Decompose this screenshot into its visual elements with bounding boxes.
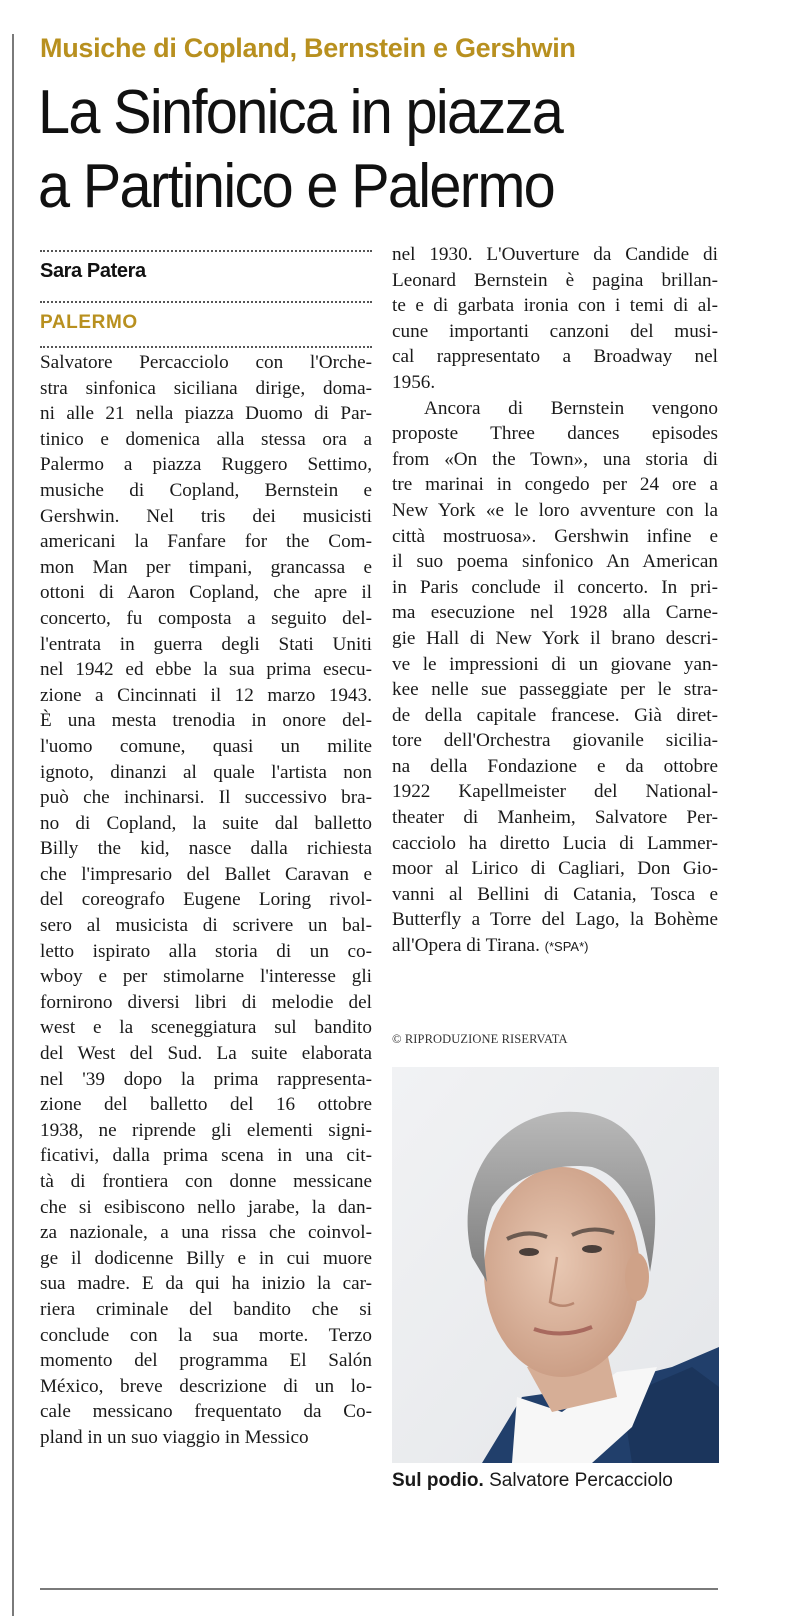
text-line [392,754,718,780]
text-line [392,779,718,805]
text-line [40,529,372,555]
text-line [40,862,372,888]
text-line [40,401,372,427]
text-line-content: che si esibiscono nello jarabe, la dan- [40,1196,372,1218]
kicker: Musiche di Copland, Bernstein e Gershwin [40,33,576,63]
dotted-divider [40,346,372,348]
text-line [40,1297,372,1323]
text-line-content: Billy the kid, nasce dalla richiesta [40,838,372,860]
text-line-content: riera criminale del bandito che si [40,1298,372,1320]
text-line-content: no di Copland, la suite dal balletto [40,812,372,834]
text-line [40,760,372,786]
text-line [40,1067,372,1093]
text-line [40,1323,372,1349]
text-line-content: sua madre. E da qui ha inizio la car- [40,1273,372,1295]
text-line-content: Ancora di Bernstein vengono [424,397,718,419]
headline [38,76,726,224]
text-line-content: ottoni di Aaron Copland, che apre il [40,582,372,604]
text-line-content: west e la sceneggiatura sul bandito [40,1017,372,1039]
text-line-content: wboy e per stimolarne l'interesse gli [40,966,372,988]
text-line [392,856,718,882]
text-line [392,882,718,908]
body-column-right [392,242,718,959]
text-line-content: ve le impressioni di un giovane yan- [392,653,718,675]
text-line [40,836,372,862]
text-line-content: moor al Lirico di Cagliari, Don Gio- [392,858,718,880]
text-line-content: 1922 Kapellmeister del National- [392,781,718,803]
text-line [40,580,372,606]
text-line [392,549,718,575]
text-line [40,657,372,683]
author-signature: (*SPA*) [544,939,589,955]
text-line [40,1092,372,1118]
text-line [40,350,372,376]
text-line-content: zione a Cincinnati il 12 marzo 1943. [40,684,372,706]
text-line-content: te e di garbata ironia con i temi di al- [392,295,718,317]
text-line-content: cacciolo ha diretto Lucia di Lammer- [392,832,718,854]
text-line [40,376,372,402]
dotted-divider [40,301,372,303]
text-line [392,344,718,370]
dotted-divider [40,250,372,252]
body-column-left [40,350,372,1451]
text-line-content: tre marinai in congedo per 24 ore a [392,474,718,496]
text-line [392,242,718,268]
text-line [392,370,718,396]
text-line [40,1374,372,1400]
text-line-content: conclude con la sua morte. Terzo [40,1324,372,1346]
portrait-illustration-icon [392,1067,719,1463]
text-line-content: mon Man per timpani, grancassa e [40,556,372,578]
text-line-content: può che inchinarsi. Il successivo bra- [40,787,372,809]
text-line [392,293,718,319]
dateline: PALERMO [40,312,138,333]
text-line [392,907,718,933]
text-line [392,421,718,447]
caption-text: Salvatore Percacciolo [483,1470,673,1491]
text-line [392,319,718,345]
text-line [40,1271,372,1297]
text-line [40,1246,372,1272]
text-line-content: tore dell'Orchestra giovanile sicilia- [392,730,718,752]
text-line-content: musiche di Copland, Bernstein e [40,479,372,501]
headline-line-1: La Sinfonica in piazza [38,78,563,147]
text-line [392,268,718,294]
text-line-content: proposte Three dances episodes [392,423,718,445]
text-line-content: che l'impresario del Ballet Caravan e [40,863,372,885]
text-line-content: theater di Manheim, Salvatore Per- [392,807,718,829]
caption-label: Sul podio. [392,1470,484,1491]
text-line [40,887,372,913]
text-line-content: del West del Sud. La suite elaborata [40,1043,372,1065]
text-line-content: ficativi, dalla prima scena in una cit- [40,1145,372,1167]
text-line [40,1348,372,1374]
text-line [40,913,372,939]
text-line [40,555,372,581]
text-line-content: za nazionale, a una rissa che coinvol- [40,1222,372,1244]
text-line [40,1425,372,1451]
text-line-content: concerto, fu composta a seguito del- [40,607,372,629]
text-line-content: Gershwin. Nel tris dei musicisti [40,505,372,527]
text-line-content: cal rappresentato a Broadway nel [392,346,718,368]
text-line-content: americani la Fanfare for the Com- [40,531,372,553]
text-line-content: ni alle 21 nella piazza Duomo di Par- [40,403,372,425]
text-line [392,498,718,524]
text-line-content: tà di frontiera con donne messicane [40,1171,372,1192]
text-line [40,452,372,478]
text-line [40,683,372,709]
text-line [392,703,718,729]
text-line [40,504,372,530]
text-line [40,1220,372,1246]
text-line-content: cune importanti canzoni del musi- [392,320,718,342]
text-line-content: ma esecuzione nel 1928 alla Carne- [392,602,718,624]
text-line [40,427,372,453]
text-line [40,785,372,811]
left-column-rule [12,34,14,1616]
text-line-content: stra sinfonica siciliana dirige, doma- [40,377,372,399]
text-line-content: del coreografo Eugene Loring rivol- [40,889,372,911]
text-line-content: in Paris conclude il concerto. In pri- [392,576,718,598]
text-line [40,811,372,837]
text-line-content: ge il dodicenne Billy e in cui muore [40,1247,372,1269]
text-line [40,1195,372,1221]
copyright-notice: © RIPRODUZIONE RISERVATA [392,1032,568,1046]
bottom-rule [40,1588,718,1590]
text-line [392,805,718,831]
text-line-content: pland in un suo viaggio in Messico [40,1426,309,1448]
text-line [40,1118,372,1144]
text-line [40,606,372,632]
byline: Sara Patera [40,260,146,282]
text-line-content: México, breve descrizione di un lo- [40,1375,372,1397]
text-line-content: letto ispirato alla storia di un co- [40,940,372,962]
text-line [392,472,718,498]
text-line-content: fornirono diversi libri di melodie del [40,991,372,1013]
portrait-photo [392,1067,719,1463]
text-line [40,964,372,990]
text-line [392,652,718,678]
text-line [392,447,718,473]
text-line [392,933,718,959]
text-line-content: nel 1930. L'Ouverture da Candide di [392,244,718,265]
text-line [40,939,372,965]
text-line [40,1041,372,1067]
text-line-content: ignoto, dinanzi al quale l'artista non [40,761,372,783]
text-line [40,734,372,760]
text-line [40,990,372,1016]
text-line [40,632,372,658]
text-line [392,396,718,422]
text-line [40,1015,372,1041]
text-line-content: È una mesta trenodia in onore del- [40,710,372,732]
text-line-content: zione del balletto del 16 ottobre [40,1094,372,1116]
text-line [40,1143,372,1169]
text-line-content: 1956. [392,371,436,393]
text-line-content: Leonard Bernstein è pagina brillan- [392,269,718,291]
text-line-content: l'uomo comune, quasi un milite [40,735,372,757]
text-line-content: nel 1942 ed ebbe la sua prima esecu- [40,659,372,681]
text-line-content: città mostruosa». Gershwin infine e [392,525,718,547]
text-line-content: all'Opera di Tirana. [392,935,540,957]
text-line-content: nel '39 dopo la prima rappresenta- [40,1068,372,1090]
text-line [40,708,372,734]
text-line-content: New York «e le loro avventure con la [392,499,718,521]
text-line [40,478,372,504]
text-line-content: tinico e domenica alla stessa ora a [40,428,372,450]
text-line-content: kee nelle sue passeggiate per le stra- [392,679,718,701]
text-line-content: cale messicano frequentato da Co- [40,1401,372,1423]
text-line-content: Butterfly a Torre del Lago, la Bohème [392,909,718,931]
text-line [392,831,718,857]
text-line-content: gie Hall di New York il brano descri- [392,627,718,649]
text-line [40,1169,372,1195]
text-line-content: momento del programma El Salón [40,1350,372,1372]
text-line-content: l'entrata in guerra degli Stati Uniti [40,633,372,655]
text-line-content: na della Fondazione e da ottobre [392,755,718,777]
text-line-content: Salvatore Percacciolo con l'Orche- [40,352,372,373]
text-line-content: il suo poema sinfonico An American [392,551,718,573]
text-line-content: de della capitale francese. Già diret- [392,704,718,726]
text-line [392,677,718,703]
text-line [392,575,718,601]
text-line [392,728,718,754]
headline-line-2: a Partinico e Palermo [38,152,555,221]
text-line [392,600,718,626]
text-line [40,1399,372,1425]
text-line [392,524,718,550]
text-line-content: from «On the Town», una storia di [392,448,718,470]
photo-caption [392,1470,673,1492]
text-line-content: Palermo a piazza Ruggero Settimo, [40,454,372,476]
text-line-content: vanni al Bellini di Catania, Tosca e [392,883,718,905]
text-line-content: sero al musicista di scrivere un bal- [40,915,372,937]
text-line-content: 1938, ne riprende gli elementi signi- [40,1119,372,1141]
text-line [392,626,718,652]
